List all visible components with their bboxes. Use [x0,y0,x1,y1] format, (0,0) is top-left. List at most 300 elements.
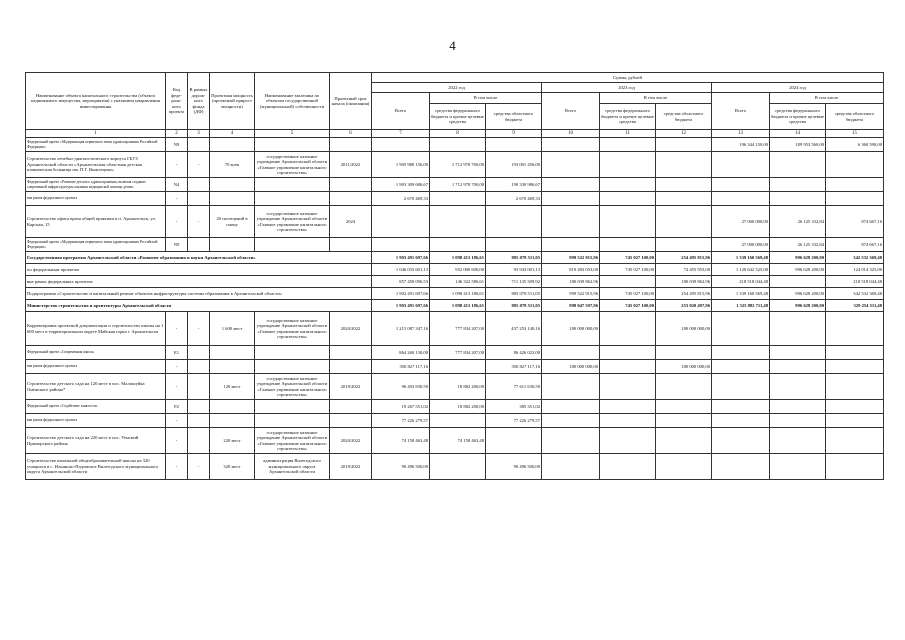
row-term: 2019/2022 [330,374,372,400]
row-code: - [166,152,188,178]
row-customer: государственное казенное учреждение Архангельской области «Главное управление капитального строительства» [255,374,330,400]
row-value: 196 344 150,00 [712,138,770,152]
row-value: 1 215 087 347,16 [372,312,430,346]
row-name: Корректировка проектной документации и строительство школы на 1 600 мест в территориальном округе Майская горка г. Архангельска [26,312,166,346]
row-value [656,178,712,192]
column-number: 11 [600,130,656,138]
row-value [486,428,542,454]
header-fed: средства федерального бюджета и прочие целевые средства [600,104,656,130]
header-total: Всего [542,93,600,130]
row-value [712,428,770,454]
row-value: 180 000 000,00 [542,360,600,374]
row-value: 874 667,16 [826,238,884,252]
column-number: 7 [372,130,430,138]
row-value: 27 000 000,00 [712,238,770,252]
row-value: 1 325 882 711,48 [712,300,770,312]
row-value [826,374,884,400]
row-term: 2011/2022 [330,152,372,178]
row-value [486,238,542,252]
row-value [542,192,600,206]
row-term [330,178,372,192]
row-value [600,454,656,480]
row-value: 350 827 117,16 [486,360,542,374]
investment-table [25,72,884,480]
row-value: 996 628 200,00 [770,252,826,264]
row-value: 385 351,02 [486,400,542,414]
table-row [26,252,884,264]
row-value: 2 670 469,33 [372,192,430,206]
table-row [26,238,884,252]
row-name: по федеральным проектам [26,264,372,276]
row-road-fund [188,360,210,374]
header-customer: Наименование заказчика по объектам государственной (муниципальной) собственности [255,73,330,130]
row-value [656,414,712,428]
row-value [486,138,542,152]
row-value: 77 226 279,57 [486,414,542,428]
row-value [542,206,600,238]
row-capacity [210,138,255,152]
table-row [26,300,884,312]
row-value [542,152,600,178]
row-code: - [166,312,188,346]
row-customer [255,400,330,414]
row-value: 329 254 511,48 [826,300,884,312]
column-number: 14 [770,130,826,138]
row-value: 26 125 332,84 [770,238,826,252]
row-name: вне рамок федерального проекта [26,192,166,206]
column-number: 6 [330,130,372,138]
row-value: 77 226 279,57 [372,414,430,428]
table-row [26,454,884,480]
row-name: Строительство детского сада на 120 мест в пос. Малошуйка Онежского района* [26,374,166,400]
header-capacity: Проектная мощность (проектный прирост мощности) [210,73,255,130]
row-value [430,238,486,252]
row-value: 819 483 053,00 [542,264,600,276]
header-reg: средства областного бюджета [486,104,542,130]
row-road-fund [188,400,210,414]
row-name: Федеральный проект «Развитие детского здравоохранения, включая создание современной инфраструктуры оказания медицинской помощи детям» [26,178,166,192]
row-name: вне рамок федерального проекта [26,360,166,374]
row-value [826,414,884,428]
row-term [330,400,372,414]
row-name: Строительство лечебно-диагностического корпуса ГБУЗ Архангельской области «Архангельская областная детская клиническая больница им. П.Г. Выжлецова» [26,152,166,178]
row-value [542,414,600,428]
row-value [826,312,884,346]
row-value [542,238,600,252]
row-code: - [166,192,188,206]
row-customer [255,414,330,428]
row-value: 26 125 332,84 [770,206,826,238]
row-value [770,414,826,428]
row-value [770,152,826,178]
row-value [712,152,770,178]
row-value [656,346,712,360]
row-value [430,360,486,374]
row-value [826,192,884,206]
row-value: 777 834 207,00 [430,346,486,360]
row-code: N4 [166,178,188,192]
row-term [330,238,372,252]
header-year-2024: 2024 год [712,83,884,93]
row-value [770,276,826,288]
row-value [600,374,656,400]
row-value [430,454,486,480]
table-row [26,276,884,288]
row-capacity: 1 600 мест [210,312,255,346]
row-value [656,454,712,480]
row-customer [255,346,330,360]
row-value [600,360,656,374]
row-value [430,206,486,238]
row-value: 27 000 000,00 [712,206,770,238]
row-value: 1 098 413 186,61 [430,252,486,264]
row-code: P2 [166,400,188,414]
header-total: Всего [712,93,770,130]
row-customer: государственное казенное учреждение Архангельской области «Главное управление капитального строительства» [255,428,330,454]
row-term [330,346,372,360]
row-capacity [210,400,255,414]
row-value: 874 667,16 [826,206,884,238]
header-name: Наименование объекта капитального строительства (объекта недвижимого имущества, мероприятия) с указанием направления инвестирования [26,73,166,130]
row-name: вне рамок федеральных проектов [26,276,372,288]
column-number: 10 [542,130,600,138]
row-value: 86 426 023,00 [486,346,542,360]
row-customer: государственное казенное учреждение Архангельской области «Главное управление капитального строительства» [255,206,330,238]
row-term: 2024 [330,206,372,238]
row-term [330,138,372,152]
row-value [600,206,656,238]
row-road-fund [188,428,210,454]
row-value [712,346,770,360]
row-value: 180 000 000,00 [656,312,712,346]
row-name: вне рамок федерального проекта [26,414,166,428]
row-code: - [166,206,188,238]
row-value: 711 135 509,92 [486,276,542,288]
row-value [656,374,712,400]
header-amount: Сумма, рублей [372,73,884,83]
row-value [542,400,600,414]
row-value: 1 902 491 697,66 [372,288,430,300]
row-road-fund: - [188,454,210,480]
row-name: Федеральный проект «Модернизация первичного звена здравоохранения Российской Федерации» [26,238,166,252]
row-value: 18 882 200,00 [430,374,486,400]
row-value [826,360,884,374]
row-value [712,312,770,346]
row-code: N9 [166,138,188,152]
row-capacity [210,346,255,360]
row-code: - [166,428,188,454]
row-value: 1 905 980 156,00 [372,152,430,178]
row-value [600,346,656,360]
row-value: 996 628 200,00 [770,288,826,300]
row-name: Федеральный проект «Модернизация первичного звена здравоохранения Российской Федерации» [26,138,166,152]
row-value [826,428,884,454]
table-row [26,264,884,276]
row-value [826,152,884,178]
row-value [542,178,600,192]
header-code: Код феде-раль-ного проекта [166,73,188,130]
column-number: 8 [430,130,486,138]
row-customer: государственное казенное учреждение Архангельской области «Главное управление капитального строительства» [255,152,330,178]
row-capacity [210,238,255,252]
row-value: 93 943 001,13 [486,264,542,276]
row-value [372,206,430,238]
row-value [600,138,656,152]
row-value [656,192,712,206]
table-row [26,178,884,192]
row-code: - [166,374,188,400]
row-customer [255,360,330,374]
row-value [600,312,656,346]
row-value [542,454,600,480]
row-term: 2019/2022 [330,454,372,480]
row-value: 805 078 511,05 [486,300,542,312]
row-capacity [210,414,255,428]
row-value: 805 078 511,05 [486,252,542,264]
row-value: 342 532 369,48 [826,288,884,300]
column-number: 9 [486,130,542,138]
row-value: 189 953 560,00 [770,138,826,152]
row-capacity [210,178,255,192]
row-name: Министерство строительства и архитектуры Архангельской области [26,300,372,312]
row-value: 190 330 986,67 [486,178,542,192]
row-value: 1 098 413 186,61 [430,300,486,312]
row-value: 996 628 200,00 [770,300,826,312]
table-row [26,428,884,454]
row-value: 180 000 000,00 [542,312,600,346]
row-value [600,238,656,252]
row-value: 1 903 309 686,67 [372,178,430,192]
row-value [542,138,600,152]
table-row [26,206,884,238]
row-value: 193 001 456,00 [486,152,542,178]
row-value [600,428,656,454]
row-value [486,206,542,238]
row-road-fund [188,346,210,360]
row-value: 745 027 100,00 [600,252,656,264]
row-road-fund [188,374,210,400]
row-customer [255,138,330,152]
row-customer [255,192,330,206]
row-value [600,192,656,206]
row-value: 96 493 830,59 [372,374,430,400]
column-number: 13 [712,130,770,138]
row-value: 864 260 130,00 [372,346,430,360]
row-code: - [166,454,188,480]
row-name: Федеральный проект «Современная школа» [26,346,166,360]
row-value [712,360,770,374]
table-row [26,288,884,300]
row-value: 745 027 100,00 [600,288,656,300]
row-name: Строительство детского сада на 220 мест в пос. Уемский Приморского района [26,428,166,454]
row-value [656,138,712,152]
row-value [712,192,770,206]
row-capacity: 120 мест [210,374,255,400]
header-term: Проектный срок начала (окончания) [330,73,372,130]
row-value [712,400,770,414]
header-year-2022: 2022 год [372,83,542,93]
row-capacity: 20 посещений в смену [210,206,255,238]
row-value [656,428,712,454]
row-value: 19 267 551,02 [372,400,430,414]
column-number: 5 [255,130,330,138]
row-value: 996 628 200,00 [770,264,826,276]
row-code: - [166,414,188,428]
row-name: Государственная программа Архангельской области «Развитие образования и науки Архангельской области» [26,252,372,264]
row-value: 437 253 140,16 [486,312,542,346]
row-term: 2020/2022 [330,312,372,346]
row-value: 74 158 463,48 [430,428,486,454]
row-value: 180 039 862,96 [656,276,712,288]
row-value [770,312,826,346]
row-capacity: 320 мест [210,454,255,480]
row-road-fund [188,414,210,428]
row-value [600,178,656,192]
row-value: 180 000 000,00 [656,360,712,374]
row-value: 218 518 044,48 [826,276,884,288]
row-value: 805 078 511,05 [486,288,542,300]
row-value: 18 882 200,00 [430,400,486,414]
row-code: - [166,360,188,374]
row-road-fund [188,192,210,206]
row-customer: государственное казенное учреждение Архангельской области «Главное управление капитального строительства» [255,312,330,346]
table-row [26,192,884,206]
row-value: 254 495 815,96 [656,288,712,300]
row-value: 1 903 491 697,66 [372,252,430,264]
row-name: Строительство офиса врача общей практики в п. Архангельск, ул. Карская, 15 [26,206,166,238]
row-value [770,178,826,192]
header-incl: В том числе [770,93,884,104]
header-incl: В том числе [600,93,712,104]
row-value: 342 532 369,48 [826,252,884,264]
header-road-fund: В рамках дорож-ного фонда (ДФ) [188,73,210,130]
row-value: 253 020 497,96 [656,300,712,312]
row-value: 6 360 590,00 [826,138,884,152]
row-value: 1 120 642 525,00 [712,264,770,276]
row-value: 1 098 413 186,61 [430,288,486,300]
row-value [372,138,430,152]
row-value [770,346,826,360]
row-value: 180 039 862,96 [542,276,600,288]
row-term [330,192,372,206]
row-term [330,414,372,428]
row-value [826,178,884,192]
row-value: 77 611 630,59 [486,374,542,400]
row-value: 999 522 915,96 [542,288,600,300]
row-value: 1 046 033 601,13 [372,264,430,276]
row-road-fund [188,178,210,192]
row-value [770,374,826,400]
row-value: 1 339 160 569,48 [712,288,770,300]
row-name: Федеральный проект «Содействие занятости» [26,400,166,414]
page-number: 4 [449,38,456,53]
row-capacity [210,192,255,206]
row-road-fund: - [188,312,210,346]
row-term: 2020/2022 [330,428,372,454]
row-value: 1 712 978 700,00 [430,152,486,178]
header-reg: средства областного бюджета [826,104,884,130]
row-value [542,346,600,360]
table-row [26,138,884,152]
table-row [26,360,884,374]
row-value: 74 455 953,00 [656,264,712,276]
row-road-fund: - [188,206,210,238]
table-row [26,400,884,414]
row-value [656,238,712,252]
row-customer [255,178,330,192]
column-number: 12 [656,130,712,138]
column-number: 1 [26,130,166,138]
row-value [656,206,712,238]
row-value: 777 834 207,00 [430,312,486,346]
row-value [430,192,486,206]
row-capacity: 220 мест [210,428,255,454]
row-code: N9 [166,238,188,252]
row-value: 90 496 500,00 [486,454,542,480]
row-value: 952 000 600,00 [430,264,486,276]
row-value: 745 027 100,00 [600,300,656,312]
row-value [770,360,826,374]
row-value: 998 047 597,96 [542,300,600,312]
row-value [372,238,430,252]
table-row [26,346,884,360]
row-value [826,400,884,414]
table-row [26,312,884,346]
row-capacity [210,360,255,374]
header-year-2023: 2023 год [542,83,712,93]
row-value: 999 522 915,96 [542,252,600,264]
row-value [770,192,826,206]
row-customer [255,238,330,252]
row-name: Подпрограмма «Строительство и капитальный ремонт объектов инфраструктуры системы образования в Архангельской области» [26,288,372,300]
column-number: 4 [210,130,255,138]
row-road-fund [188,138,210,152]
row-road-fund: - [188,152,210,178]
row-value [600,276,656,288]
table-row [26,152,884,178]
row-value [600,414,656,428]
row-value: 350 827 117,16 [372,360,430,374]
row-value: 857 458 096,53 [372,276,430,288]
row-value [770,428,826,454]
column-number: 2 [166,130,188,138]
row-value: 90 496 500,00 [372,454,430,480]
row-value: 74 158 463,48 [372,428,430,454]
row-capacity: 70 коек [210,152,255,178]
header-incl: В том числе [430,93,542,104]
row-value [600,400,656,414]
row-value: 1 903 491 697,66 [372,300,430,312]
header-fed: средства федерального бюджета и прочие целевые средства [770,104,826,130]
row-customer: администрация Вилегодского муниципального округа Архангельской области [255,454,330,480]
row-value [712,414,770,428]
row-value: 124 014 325,00 [826,264,884,276]
row-value [430,138,486,152]
row-value [542,428,600,454]
row-term [330,360,372,374]
header-reg: средства областного бюджета [656,104,712,130]
column-number: 15 [826,130,884,138]
row-value [656,152,712,178]
row-value: 146 322 586,61 [430,276,486,288]
row-value [826,346,884,360]
row-value [712,178,770,192]
header-total: Всего [372,93,430,130]
row-value [656,400,712,414]
table-row [26,374,884,400]
row-value: 1 712 978 700,00 [430,178,486,192]
row-value: 2 670 469,33 [486,192,542,206]
